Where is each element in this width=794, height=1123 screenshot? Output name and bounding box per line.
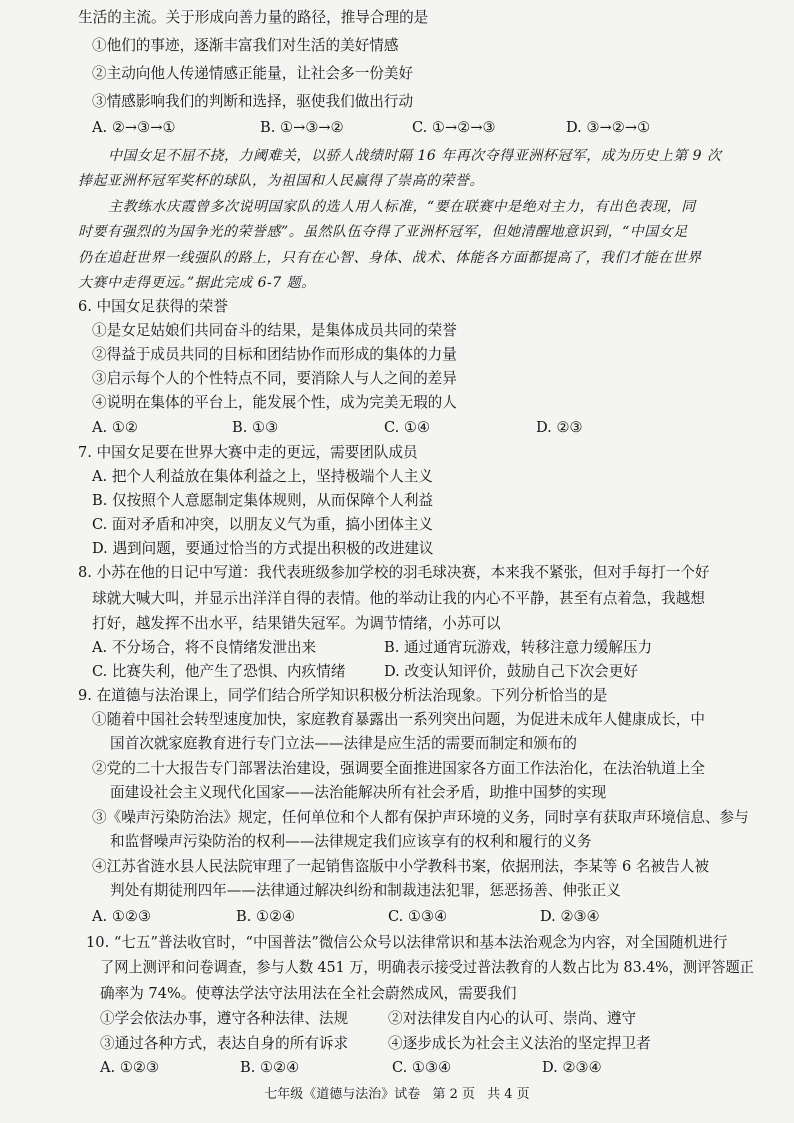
q5-item-2: ②主动向他人传递情感正能量，让社会多一份美好	[92, 65, 414, 82]
q9-item-4-line-2: 判处有期徒刑四年——法律通过解决纠纷和制裁违法犯罪，惩恶扬善、伸张正义	[110, 882, 621, 899]
footer-page-number: 第 2 页	[432, 1087, 475, 1102]
q10-option-d: D. ②③④	[542, 1059, 602, 1076]
q5-item-3: ③情感影响我们的判断和选择，驱使我们做出行动	[92, 93, 414, 110]
q8-option-d: D. 改变认知评价，鼓励自己下次会更好	[384, 663, 638, 680]
q8-line-3: 打好，越发挥不出水平，结果错失冠军。为调节情绪，小苏可以	[92, 615, 501, 632]
q9-option-d: D. ②③④	[540, 908, 600, 925]
q9-option-b: B. ①②④	[236, 908, 296, 925]
material-line-4: 时要有强烈的为国争光的荣誉感”。虽然队伍夺得了亚洲杯冠军，但她清醒地意识到，“中国女足	[78, 224, 688, 240]
q10-item-1: ①学会依法办事，遵守各种法律、法规	[100, 1010, 349, 1027]
q6-item-3: ③启示每个人的个性特点不同，要消除人与人之间的差异	[92, 370, 457, 387]
material-line-5: 仍在追赶世界一线强队的路上，只有在心智、身体、战术、体能各方面都提高了，我们才能在世界	[78, 250, 702, 266]
q6-item-4: ④说明在集体的平台上，能发展个性，成为完美无瑕的人	[92, 394, 457, 411]
q10-line-3: 确率为 74%。使尊法学法守法用法在全社会蔚然成风，需要我们	[100, 985, 517, 1002]
footer-title: 七年级《道德与法治》试卷	[264, 1087, 421, 1102]
q10-item-3: ③通过各种方式，表达自身的所有诉求	[100, 1035, 349, 1052]
q9-item-3-line-2: 和监督噪声污染防治的权利——法律规定我们应该享有的权利和履行的义务	[110, 833, 592, 850]
q6-option-d: D. ②③	[536, 419, 583, 436]
q8-option-a: A. 不分场合，将不良情绪发泄出来	[92, 639, 317, 656]
material-line-3: 主教练水庆霞曾多次说明国家队的选人用人标准，“要在联赛中是绝对主力，有出色表现，同	[108, 199, 696, 215]
q5-option-d: D. ③→②→①	[566, 119, 651, 136]
q10-line-2: 了网上测评和问卷调查，参与人数 451 万，明确表示接受过普法教育的人数占比为 83.4%，测评答题正	[100, 959, 754, 976]
material-line-2: 捧起亚洲杯冠军奖杯的球队，为祖国和人民赢得了崇高的荣誉。	[78, 173, 484, 189]
material-line-6: 大赛中走得更远。”据此完成 6-7 题。	[78, 275, 316, 291]
q9-item-1-line-1: ①随着中国社会转型速度加快，家庭教育暴露出一系列突出问题，为促进未成年人健康成长，中	[92, 711, 705, 728]
q7-option-c: C. 面对矛盾和冲突，以朋友义气为重，搞小团体主义	[92, 516, 433, 533]
q10-item-2: ②对法律发自内心的认可、崇尚、遵守	[388, 1010, 637, 1027]
q6-item-2: ②得益于成员共同的目标和团结协作而形成的集体的力量	[92, 346, 457, 363]
q7-option-d: D. 遇到问题，要通过恰当的方式提出积极的改进建议	[92, 540, 434, 557]
q9-stem: 9. 在道德与法治课上，同学们结合所学知识积极分析法治现象。下列分析恰当的是	[78, 687, 608, 704]
q10-items-row-1	[100, 1009, 740, 1029]
q8-line-2: 球就大喊大叫，并显示出洋洋自得的表情。他的举动让我的内心不平静，甚至有点着急，我越想	[92, 590, 705, 607]
q5-option-c: C. ①→②→③	[412, 119, 496, 136]
q6-option-a: A. ①②	[92, 419, 138, 436]
footer-total-pages: 共 4 页	[487, 1087, 530, 1102]
page-footer	[0, 1086, 794, 1104]
q9-item-3-line-1: ③《噪声污染防治法》规定，任何单位和个人都有保护声环境的义务，同时享有获取声环境信息、参与	[92, 809, 749, 826]
q10-item-4: ④逐步成长为社会主义法治的坚定捍卫者	[388, 1035, 651, 1052]
q8-option-b: B. 通过通宵玩游戏，转移注意力缓解压力	[384, 639, 653, 656]
q5-option-b: B. ①→③→②	[260, 119, 344, 136]
q10-option-b: B. ①②④	[240, 1059, 300, 1076]
q6-stem: 6. 中国女足获得的荣誉	[78, 298, 228, 315]
q10-option-c: C. ①③④	[392, 1059, 452, 1076]
q5-options	[92, 118, 692, 138]
q8-option-c: C. 比赛失利，他产生了恐惧、内疚情绪	[92, 663, 346, 680]
q7-stem: 7. 中国女足要在世界大赛中走的更远，需要团队成员	[78, 444, 418, 461]
q9-item-2-line-1: ②党的二十大报告专门部署法治建设，强调要全面推进国家各方面工作法治化，在法治轨道上全	[92, 760, 705, 777]
q9-item-4-line-1: ④江苏省涟水县人民法院审理了一起销售盗版中小学教科书案，依据刑法，李某等 6 名被告人被	[92, 858, 709, 875]
q6-options	[92, 418, 692, 438]
q5-stem: 生活的主流。关于形成向善力量的路径，推导合理的是	[78, 9, 429, 26]
q10-option-a: A. ①②③	[100, 1059, 160, 1076]
q9-item-2-line-2: 面建设社会主义现代化国家——法治能解决所有社会矛盾，助推中国梦的实现	[110, 784, 607, 801]
q6-option-c: C. ①④	[384, 419, 431, 436]
q10-items-row-2	[100, 1034, 740, 1054]
q8-options-row-1	[92, 638, 732, 658]
q9-item-1-line-2: 国首次就家庭教育进行专门立法——法律是应生活的需要而制定和颁布的	[110, 735, 578, 752]
q6-option-b: B. ①③	[232, 419, 279, 436]
q5-option-a: A. ②→③→①	[92, 119, 176, 136]
q9-option-a: A. ①②③	[92, 908, 152, 925]
q7-option-a: A. 把个人利益放在集体利益之上，坚持极端个人主义	[92, 468, 433, 485]
q9-options	[92, 907, 692, 927]
q7-option-b: B. 仅按照个人意愿制定集体规则，从而保障个人利益	[92, 492, 434, 509]
q10-line-1: 10. “七五”普法收官时，“中国普法”微信公众号以法律常识和基本法治观念为内容，对全国随机进行	[86, 934, 728, 951]
q6-item-1: ①是女足姑娘们共同奋斗的结果，是集体成员共同的荣誉	[92, 322, 457, 339]
q5-item-1: ①他们的事迹，逐渐丰富我们对生活的美好情感	[92, 37, 399, 54]
material-line-1: 中国女足不屈不挠，力阈难关，以骄人战绩时隔 16 年再次夺得亚洲杯冠军，成为历史上第 9 次	[108, 148, 722, 164]
q8-line-1: 8. 小苏在他的日记中写道：我代表班级参加学校的羽毛球决赛，本来我不紧张，但对手每打一个好	[78, 564, 710, 581]
q9-option-c: C. ①③④	[388, 908, 448, 925]
q10-options	[100, 1058, 700, 1078]
q8-options-row-2	[92, 662, 732, 682]
